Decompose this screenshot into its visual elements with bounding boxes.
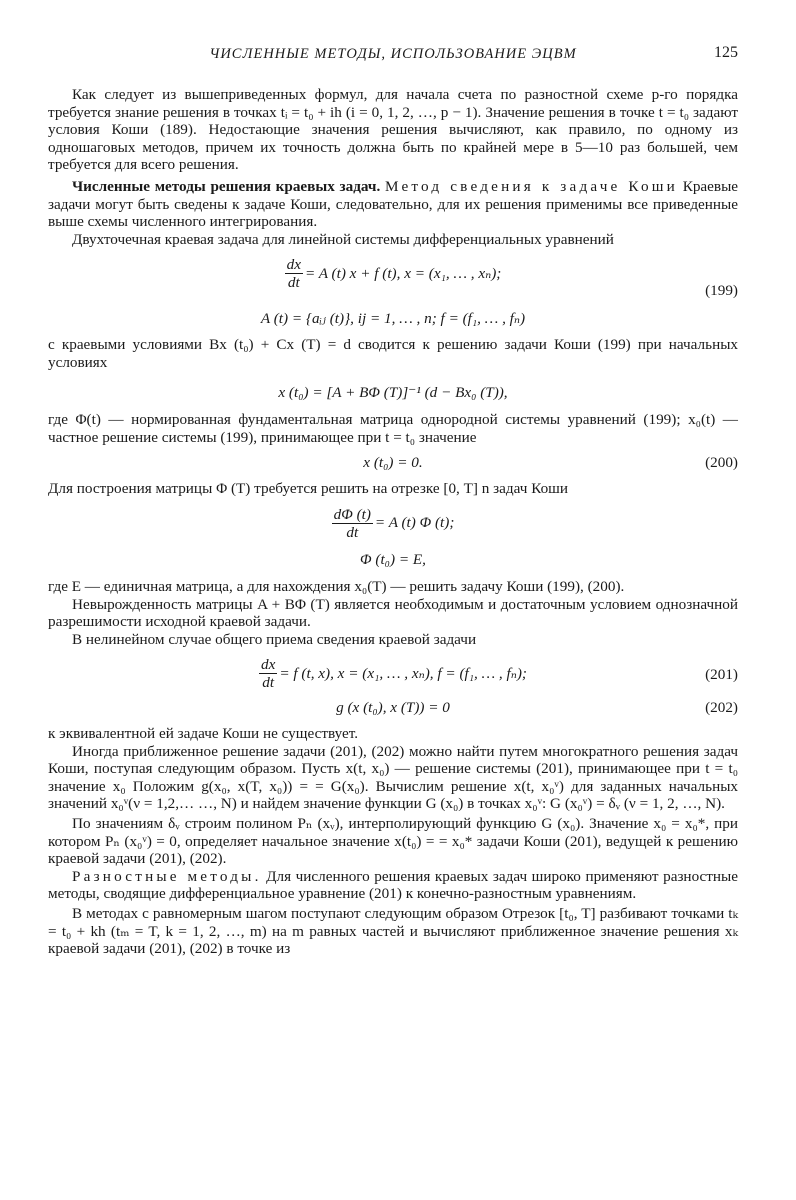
equation-199-fraction: [285, 256, 303, 291]
fraction-denominator: dt: [262, 674, 275, 692]
paragraph-12: По значениям δᵥ строим полином Pₙ (xᵥ), интерполирующий функцию G (x₀). Значение x₀ = x₀*, при котором Pₙ (x₀ᵛ) = 0, определяет начальное значение x(t₀) = = x₀* задачи Коши (201), ведущей к решению краевой задачи (201), (202).: [48, 815, 738, 868]
fraction-denominator: dt: [287, 274, 300, 292]
fraction-denominator: dt: [346, 523, 359, 541]
paragraph-6: Для построения матрицы Φ (T) требуется решить на отрезке [0, T] n задач Коши: [48, 479, 568, 497]
equation-201-fraction: [259, 656, 277, 691]
paragraph-10: к эквивалентной ей задаче Коши не существует.: [48, 725, 359, 743]
equation-199-line-2: A (t) = {aᵢⱼ (t)}, ij = 1, … , n; f = (f₁, … , fₙ): [260, 310, 526, 328]
paragraph-9: В нелинейном случае общего приема сведения краевой задачи: [72, 630, 477, 648]
paragraph-3: Двухточечная краевая задача для линейной системы дифференциальных уравнений: [72, 230, 614, 248]
equation-phi-rhs: = A (t) Φ (t);: [374, 514, 455, 532]
paragraph-7: где E — единичная матрица, а для нахождения x₀(T) — решить задачу Коши (199), (200).: [48, 578, 625, 596]
equation-number-199: (199): [705, 282, 738, 300]
page-header: [48, 40, 738, 70]
paragraph-1: Как следует из вышеприведенных формул, для начала счета по разностной схеме p-го порядка требуется знание решения в точках tᵢ = t₀ + ih (i = 0, 1, 2, …, p − 1). Значение решения в точке t = t₀ задают условия Коши (189). Недостающие значения решения вычисляют, как правило, по одному из одношаговых методов, причем их точность должна быть по крайней мере в 5—10 раз большей, чем требуется для всего решения.: [48, 86, 738, 174]
fraction-numerator: dx: [286, 256, 301, 274]
paragraph-2: [48, 178, 738, 231]
paragraph-11: Иногда приближенное решение задачи (201), (202) можно найти путем многократного решения задач Коши, поступая следующим образом. Пусть x(t, x₀) — решение системы (201), принимающее при t = t₀ значение x₀ Положим g(x₀, x(T, x₀)) = = G(x₀). Вычислим решение x(t, x₀ᵛ) для заданных начальных значений x₀ᵛ(ν = 1,2,… …, N) и найдем значение функции G (x₀) в точках x₀ᵛ: G (x₀ᵛ) = δᵥ (ν = 1, 2, …, N).: [48, 742, 738, 813]
fraction-numerator: dΦ (t): [333, 505, 371, 523]
equation-199-rhs: = A (t) x + f (t), x = (x₁, … , xₙ);: [304, 265, 502, 283]
page-number: 125: [714, 44, 738, 61]
equation-202: [48, 699, 738, 717]
equation-200: [48, 454, 738, 472]
paragraph-2-text: Краевые задачи могут быть сведены к задаче Коши, следовательно, для их решения применимы все приведенные выше схемы численного интегрирования.: [48, 177, 739, 231]
equation-phi-initial: Φ (t₀) = E,: [360, 550, 426, 568]
equation-initial-conditions: x (t₀) = [A + BΦ (T)]⁻¹ (d − Bx₀ (T)),: [278, 383, 508, 401]
difference-methods-heading: Разностные методы.: [72, 867, 262, 885]
running-head: ЧИСЛЕННЫЕ МЕТОДЫ, ИСПОЛЬЗОВАНИЕ ЭЦВМ: [209, 46, 577, 62]
fraction-numerator: dx: [261, 656, 276, 674]
paragraph-14: В методах с равномерным шагом поступают следующим образом Отрезок [t₀, T] разбивают точками tₖ = t₀ + kh (tₘ = T, k = 1, 2, …, m) на m равных частей и вычисляют приближенное значение решения xₖ краевой задачи (201), (202) в точке из: [48, 905, 738, 958]
equation-phi: [48, 506, 738, 541]
equation-number-202: (202): [705, 699, 738, 717]
equation-number-200: (200): [705, 454, 738, 472]
equation-200-body: x (t₀) = 0.: [363, 454, 423, 472]
equation-201: [48, 656, 738, 691]
equation-phi-fraction: [332, 506, 373, 541]
paragraph-4: с краевыми условиями Bx (t₀) + Cx (T) = d сводится к решению задачи Коши (199) при начальных условиях: [48, 336, 738, 371]
method-heading: Метод сведения к задаче Коши: [384, 177, 678, 195]
equation-202-body: g (x (t₀), x (T)) = 0: [336, 699, 450, 717]
paragraph-8: Невырожденность матрицы A + BΦ (T) является необходимым и достаточным условием однозначной разрешимости исходной краевой задачи.: [48, 595, 738, 631]
book-page: [48, 40, 738, 958]
equation-number-201: (201): [705, 666, 738, 684]
paragraph-13-text: Для численного решения краевых задач широко применяют разностные методы, сводящие дифференциальное уравнение (201) к конечно-разностным уравнениям.: [48, 867, 738, 903]
equation-199: [48, 254, 738, 332]
equation-199-line-1: [48, 256, 738, 291]
section-heading: Численные методы решения краевых задач.: [72, 177, 381, 195]
paragraph-13: [48, 868, 738, 903]
paragraph-5: где Φ(t) — нормированная фундаментальная матрица однородной системы уравнений (199); x₀(t) — частное решение системы (199), принимающее при t = t₀ значение: [48, 411, 738, 446]
equation-201-rhs: = f (t, x), x = (x₁, … , xₙ), f = (f₁, … , fₙ);: [279, 665, 527, 683]
